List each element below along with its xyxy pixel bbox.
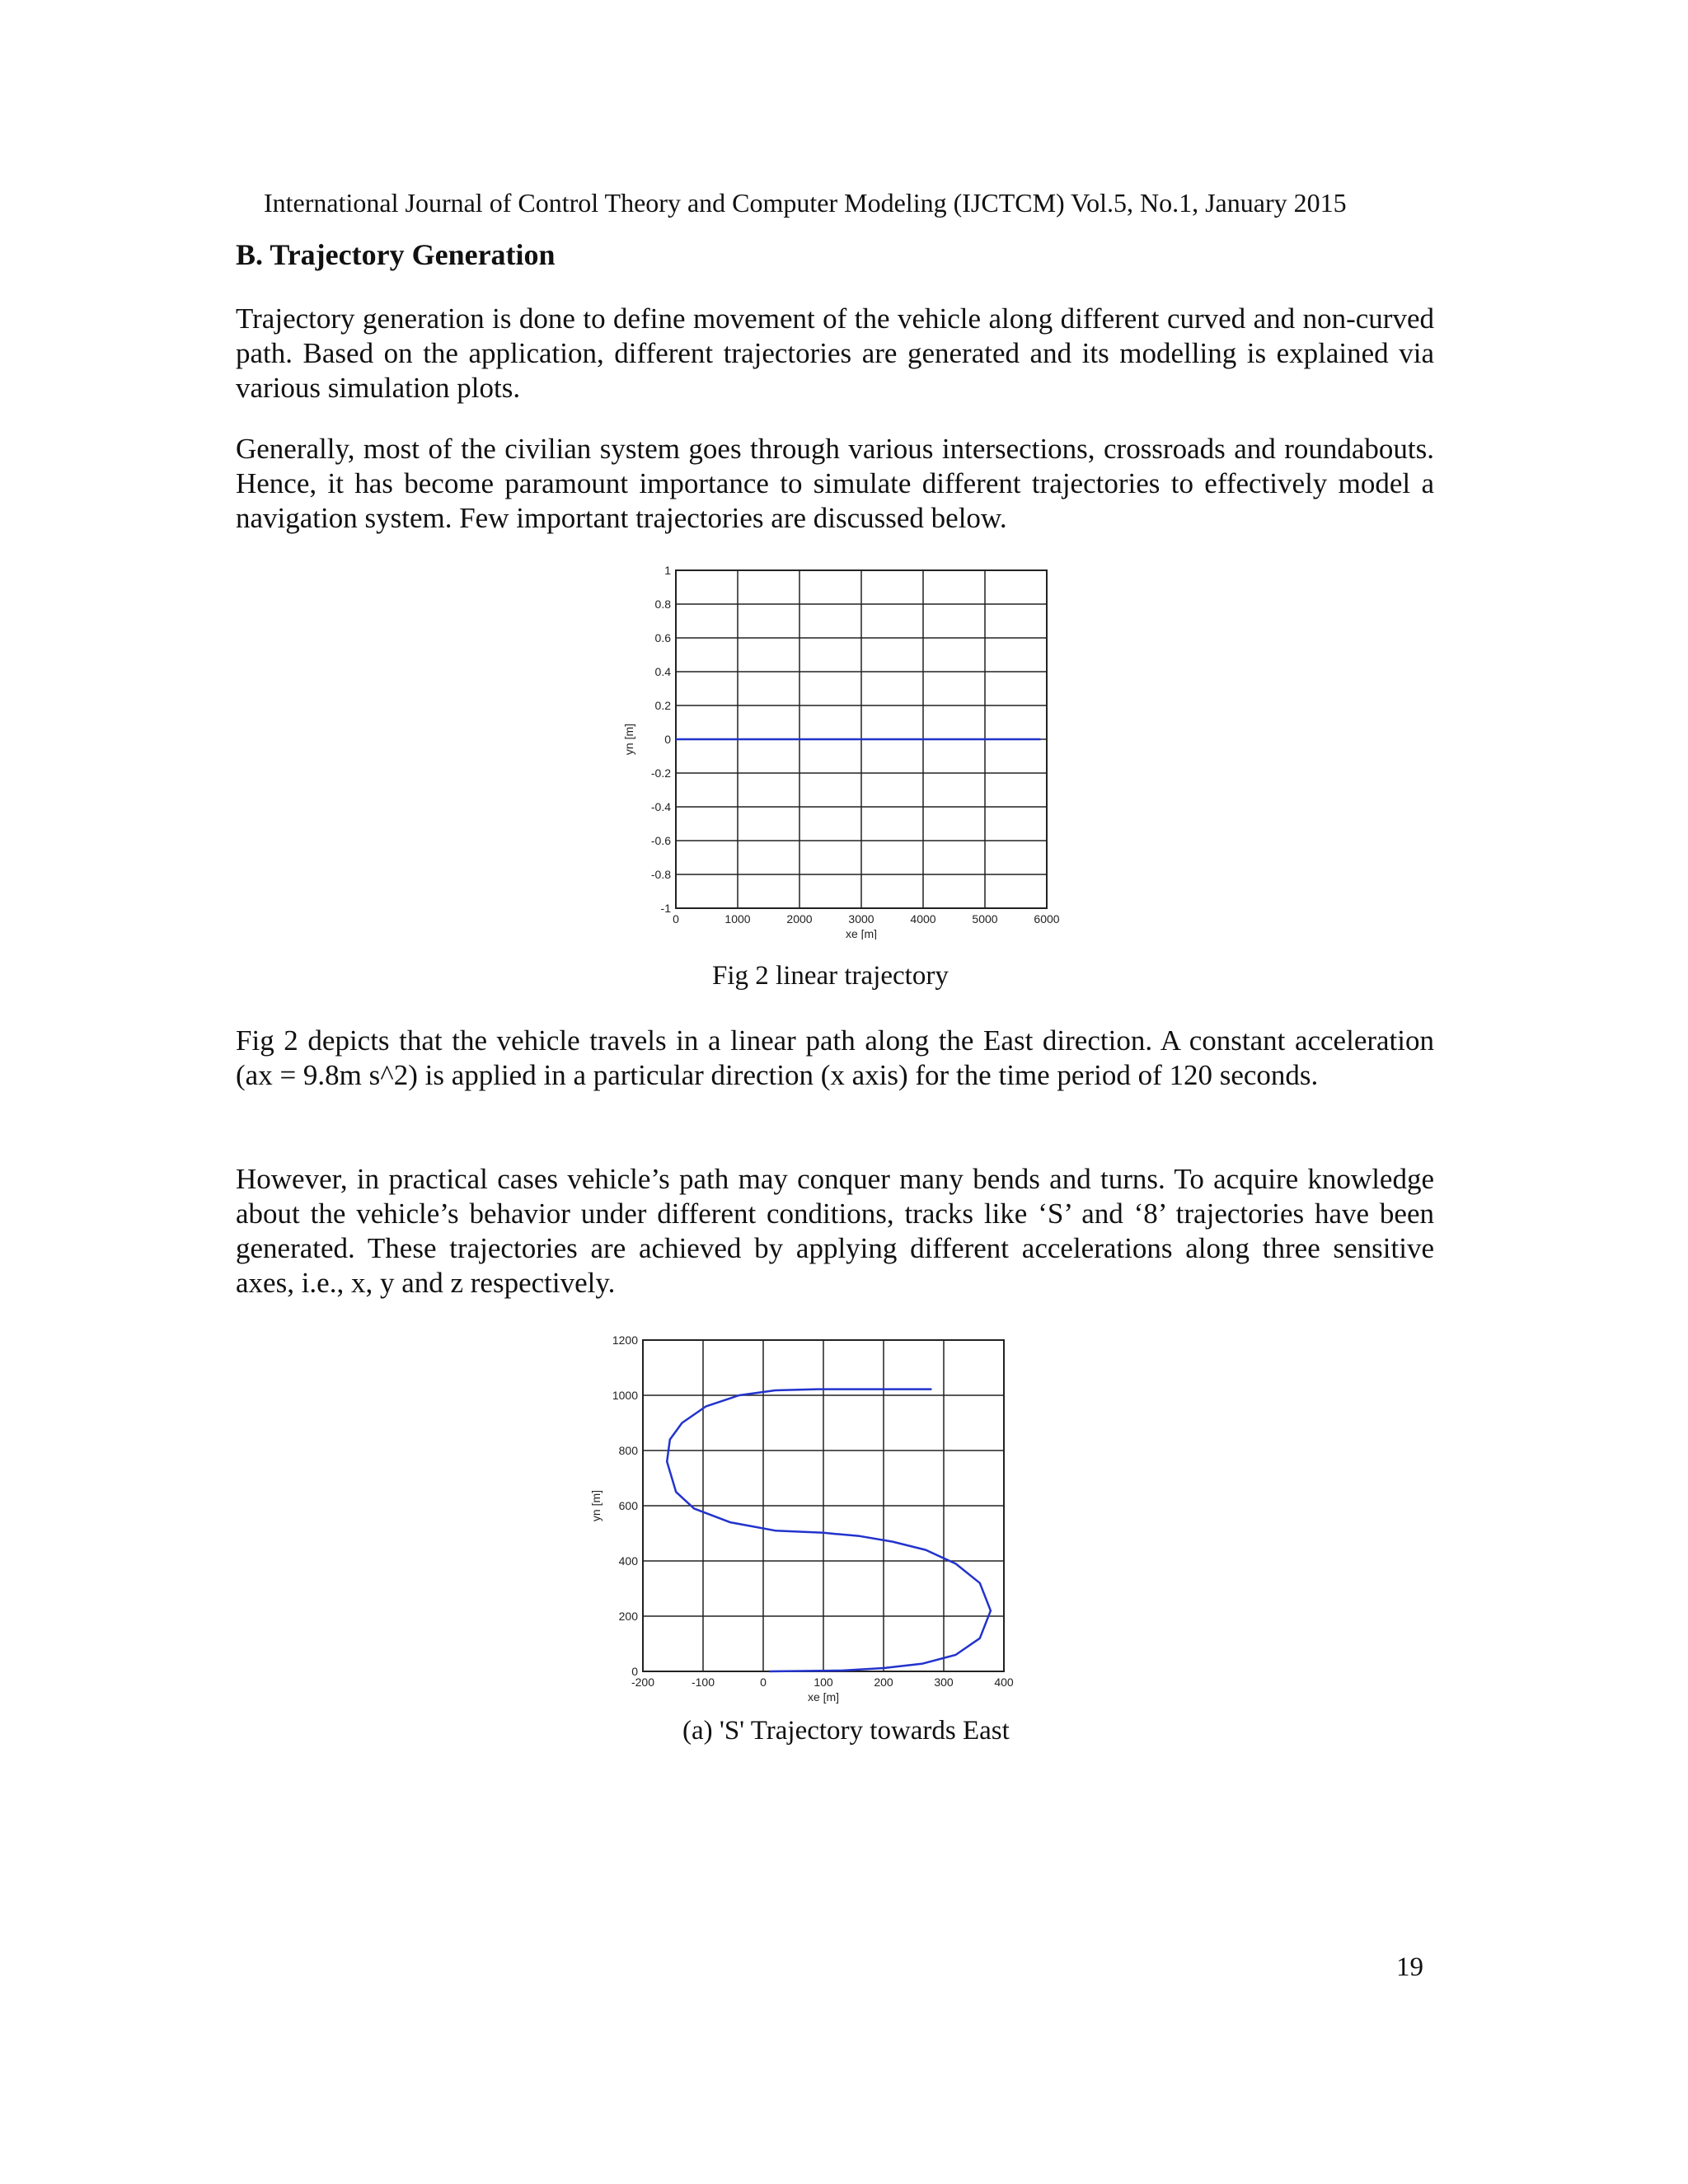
x-tick-label: 200: [874, 1675, 893, 1689]
y-tick-label: 600: [618, 1499, 638, 1512]
y-tick-label: 1: [664, 564, 671, 577]
figure-s-caption: (a) 'S' Trajectory towards East: [682, 1716, 1010, 1746]
x-tick-label: 2000: [786, 912, 813, 926]
figure-linear-trajectory: [610, 560, 1104, 944]
x-tick-label: -200: [631, 1675, 655, 1689]
page-number: 19: [1396, 1952, 1423, 1982]
y-tick-label: 800: [618, 1444, 638, 1457]
y-axis-label: yn [m]: [622, 723, 635, 756]
s-trajectory-chart: [577, 1327, 1039, 1706]
x-tick-label: 1000: [724, 912, 751, 926]
y-tick-label: -0.2: [650, 766, 671, 780]
y-tick-label: 0.2: [654, 699, 671, 712]
y-tick-label: 1200: [612, 1333, 638, 1347]
journal-header: International Journal of Control Theory and Computer Modeling (IJCTCM) Vol.5, No.1, January 2015: [264, 188, 1347, 218]
x-tick-label: 5000: [972, 912, 998, 926]
y-tick-label: -0.6: [650, 834, 671, 847]
figure-s-trajectory: [577, 1327, 1039, 1710]
y-tick-label: -0.4: [650, 800, 671, 813]
figure-2-caption: Fig 2 linear trajectory: [712, 961, 949, 991]
x-tick-label: 100: [814, 1675, 833, 1689]
section-title: B. Trajectory Generation: [236, 238, 556, 271]
x-axis-label: xe [m]: [807, 1690, 840, 1704]
y-axis-label: yn [m]: [589, 1489, 603, 1522]
paragraph-2: Generally, most of the civilian system goes through various intersections, crossroads and roundabouts. Hence, it has become paramount importance to simulate different trajectories to effectively model a navigation system. Few important trajectories are discussed below.: [236, 433, 1434, 534]
x-tick-label: 300: [934, 1675, 954, 1689]
x-tick-label: 6000: [1034, 912, 1060, 926]
y-tick-label: 1000: [612, 1389, 638, 1402]
paragraph-1: Trajectory generation is done to define movement of the vehicle along different curved and non-curved path. Based on the application, different trajectories are generated and its modelling is explained via various simulation plots.: [236, 302, 1434, 404]
y-tick-label: 400: [618, 1554, 638, 1568]
x-tick-label: 0: [760, 1675, 767, 1689]
linear-trajectory-chart: [610, 560, 1104, 940]
y-tick-label: 0: [631, 1665, 638, 1678]
y-tick-label: 0.8: [654, 598, 671, 611]
paragraph-3: Fig 2 depicts that the vehicle travels in a linear path along the East direction. A constant acceleration (ax = 9.8m s^2) is applied in a particular direction (x axis) for the time period of 120 seconds.: [236, 1024, 1434, 1091]
x-tick-label: -100: [691, 1675, 715, 1689]
y-tick-label: 0.6: [654, 631, 671, 644]
x-tick-label: 400: [994, 1675, 1014, 1689]
x-tick-label: 0: [673, 912, 679, 926]
x-axis-label: xe [m]: [845, 927, 878, 940]
y-tick-label: -1: [660, 902, 671, 915]
y-tick-label: 200: [618, 1610, 638, 1623]
y-tick-label: -0.8: [650, 868, 671, 881]
y-tick-label: 0.4: [654, 665, 671, 678]
y-tick-label: 0: [664, 733, 671, 746]
paragraph-4: However, in practical cases vehicle’s path may conquer many bends and turns. To acquire knowledge about the vehicle’s behavior under different conditions, tracks like ‘S’ and ‘8’ trajectories have been generated. These trajectories are achieved by applying different accelerations along three sensitive axes, i.e., x, y and z respectively.: [236, 1163, 1434, 1299]
x-tick-label: 3000: [848, 912, 874, 926]
x-tick-label: 4000: [910, 912, 936, 926]
